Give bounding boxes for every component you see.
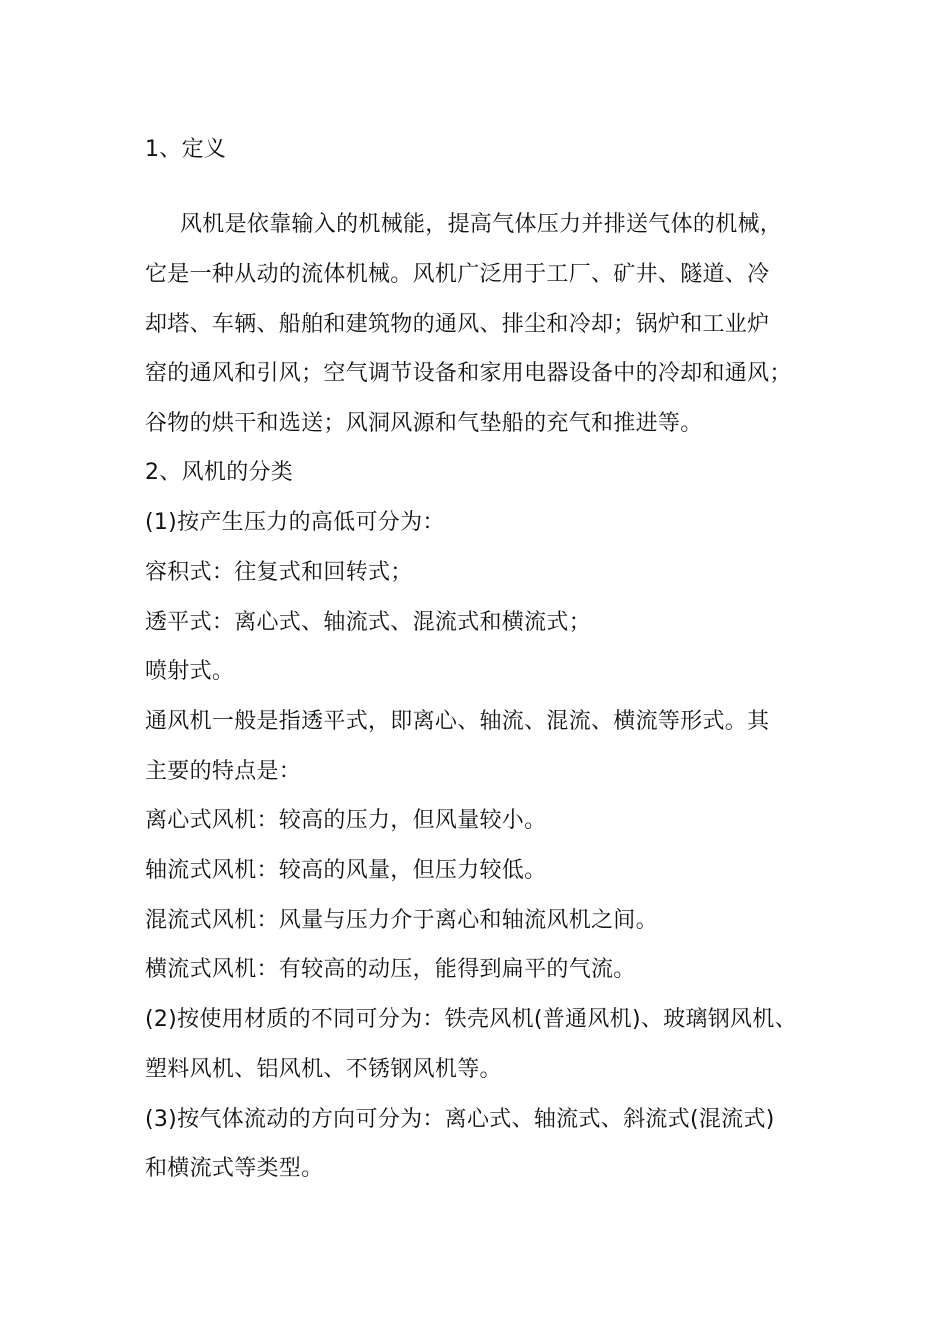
list-item: 透平式：离心式、轴流式、混流式和横流式；: [145, 610, 592, 635]
feature-item: 轴流式风机：较高的风量，但压力较低。: [145, 858, 547, 883]
paragraph-line: (3)按气体流动的方向可分为：离心式、轴流式、斜流式(混流式): [145, 1107, 775, 1132]
list-item: 喷射式。: [145, 659, 235, 684]
feature-item: 横流式风机：有较高的动压，能得到扁平的气流。: [145, 957, 636, 982]
feature-item: 混流式风机：风量与压力介于离心和轴流风机之间。: [145, 908, 658, 933]
list-item: 容积式：往复式和回转式；: [145, 560, 413, 585]
paragraph-line: 风机是依靠输入的机械能，提高气体压力并排送气体的机械，: [180, 212, 783, 237]
paragraph-line: (2)按使用材质的不同可分为：铁壳风机(普通风机)、玻璃钢风机、: [145, 1007, 797, 1032]
paragraph-line: 塑料风机、铝风机、不锈钢风机等。: [145, 1057, 502, 1082]
paragraph-line: 却塔、车辆、船舶和建筑物的通风、排尘和冷却；锅炉和工业炉: [145, 312, 770, 337]
feature-item: 离心式风机：较高的压力，但风量较小。: [145, 808, 547, 833]
paragraph-line: 主要的特点是：: [145, 759, 302, 784]
paragraph-line: 通风机一般是指透平式，即离心、轴流、混流、横流等形式。其: [145, 709, 770, 734]
paragraph-line: 窑的通风和引风；空气调节设备和家用电器设备中的冷却和通风；: [145, 361, 792, 386]
paragraph-line: 它是一种从动的流体机械。风机广泛用于工厂、矿井、隧道、冷: [145, 262, 770, 287]
classification-heading: (1)按产生压力的高低可分为：: [145, 510, 445, 535]
section-heading-classification: 2、风机的分类: [145, 460, 294, 485]
paragraph-line: 谷物的烘干和选送；风洞风源和气垫船的充气和推进等。: [145, 411, 703, 436]
section-heading-definition: 1、定义: [145, 137, 227, 162]
paragraph-line: 和横流式等类型。: [145, 1156, 324, 1181]
